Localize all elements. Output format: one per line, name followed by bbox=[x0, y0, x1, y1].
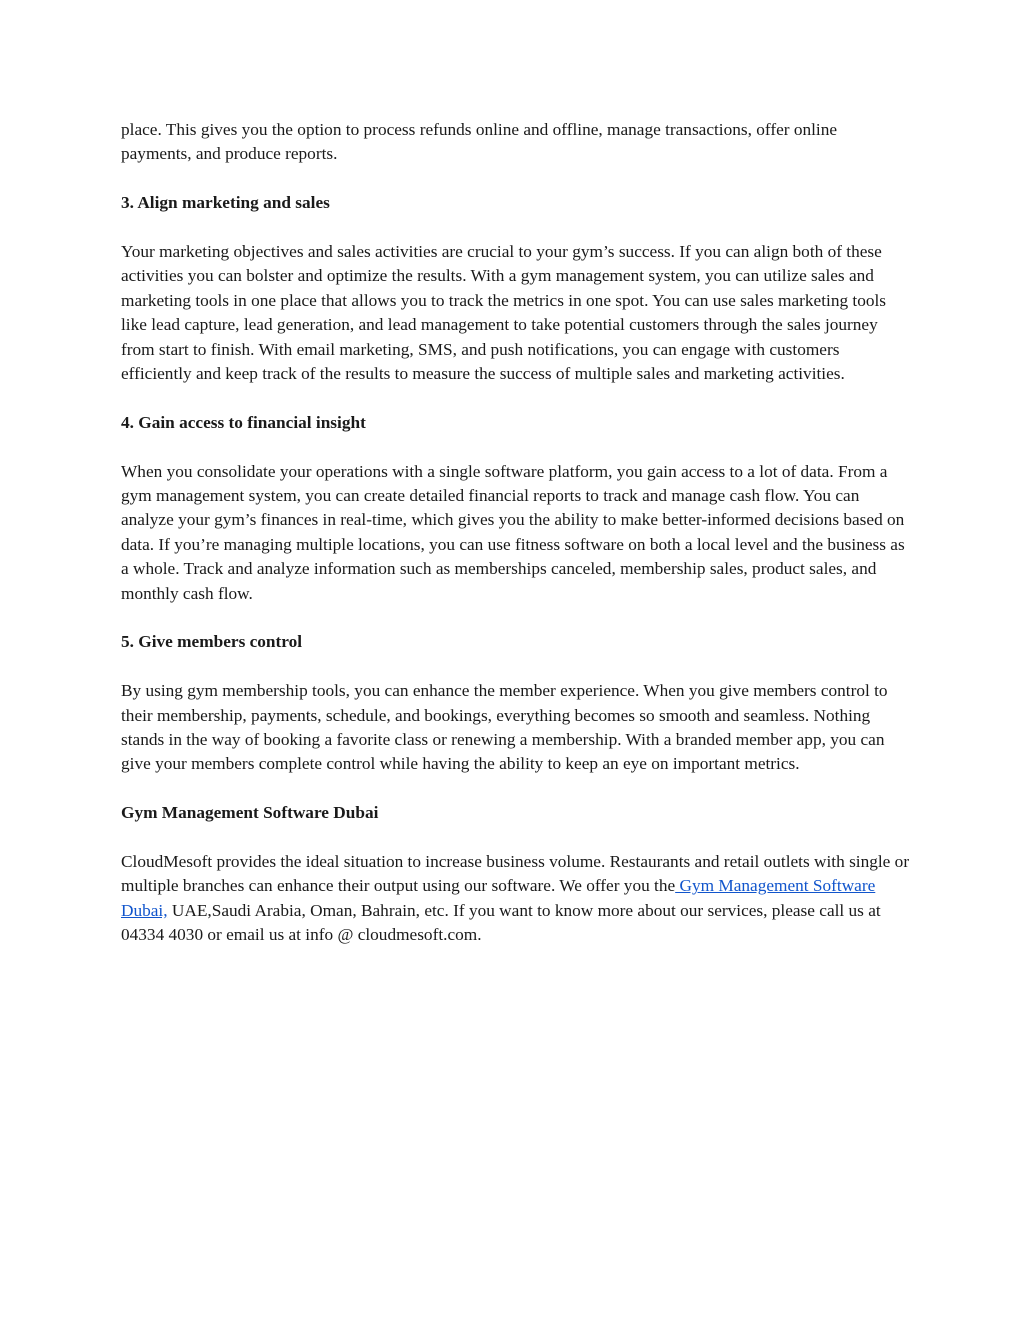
intro-paragraph: place. This gives you the option to process refunds online and offline, manage transactions, offer online payments, and produce reports. bbox=[121, 120, 838, 164]
section-heading-members-control: 5. Give members control bbox=[121, 632, 303, 652]
closing-paragraph bbox=[121, 850, 911, 948]
section-body-members-control: By using gym membership tools, you can enhance the member experience. When you give members control to their membership, payments, schedule, and bookings, everything becomes so smooth and seamless. Nothing stands in the way of booking a favorite class or renewing a membership. With a branded member app, you can give your members complete control while having the ability to keep an eye on important metrics. bbox=[121, 681, 888, 774]
closing-text-before-link: CloudMesoft provides the ideal situation to increase business volume. Restaurants and retail outlets with single or multiple branches can enhance their output using our software. We offer you the bbox=[121, 852, 910, 896]
section-body-align-marketing: Your marketing objectives and sales activities are crucial to your gym’s success. If you can align both of these activities you can bolster and optimize the results. With a gym management system, you can utilize sales and marketing tools in one place that allows you to track the metrics in one spot. You can use sales marketing tools like lead capture, lead generation, and lead management to take potential customers through the sales journey from start to finish. With email marketing, SMS, and push notifications, you can engage with customers efficiently and keep track of the results to measure the success of multiple sales and marketing activities. bbox=[121, 242, 887, 384]
section-body-financial-insight: When you consolidate your operations with a single software platform, you gain access to a lot of data. From a gym management system, you can create detailed financial reports to track and manage cash flow. You can analyze your gym’s finances in real-time, which gives you the ability to make better-informed decisions based on data. If you’re managing multiple locations, you can use fitness software on both a local level and the business as a whole. Track and analyze information such as memberships canceled, membership sales, product sales, and monthly cash flow. bbox=[121, 461, 905, 603]
closing-heading: Gym Management Software Dubai bbox=[121, 803, 379, 823]
document-page bbox=[121, 118, 911, 972]
section-heading-align-marketing: 3. Align marketing and sales bbox=[121, 193, 330, 213]
section-heading-financial-insight: 4. Gain access to financial insight bbox=[121, 412, 366, 432]
closing-text-after-link: UAE,Saudi Arabia, Oman, Bahrain, etc. If you want to know more about our services, please call us at 04334 4030 or email us at info @ cloudmesoft.com. bbox=[121, 900, 881, 945]
gym-management-software-link[interactable]: Gym Management Software Dubai, bbox=[121, 876, 876, 920]
